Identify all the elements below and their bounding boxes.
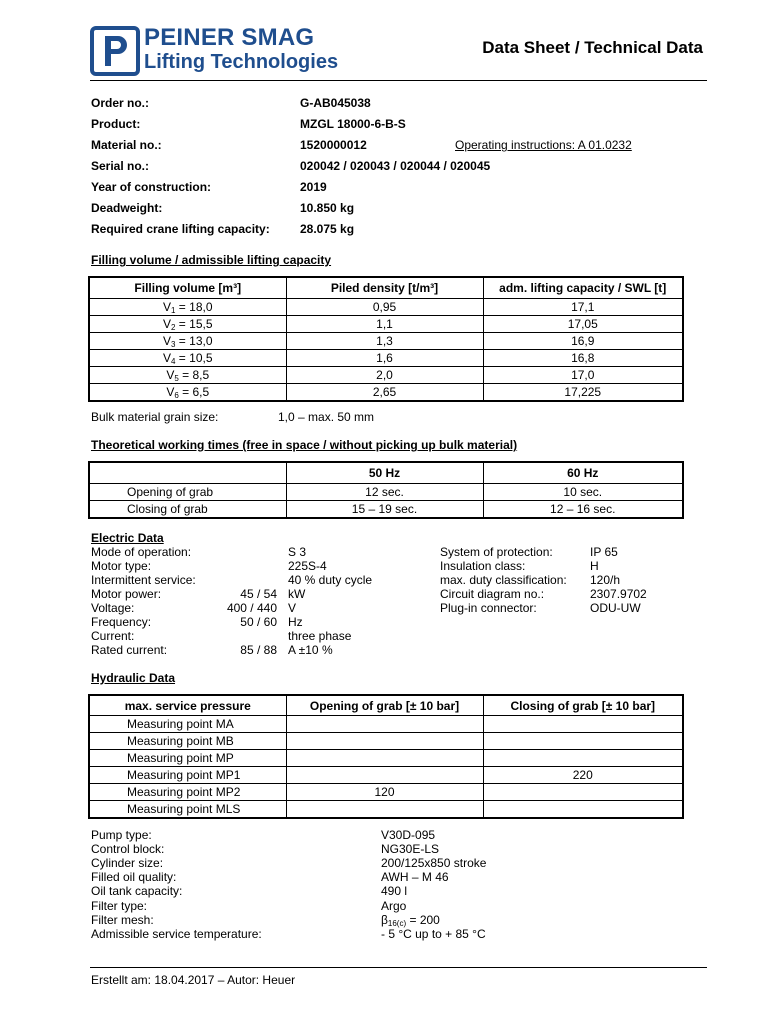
electric-row — [440, 545, 680, 559]
electric-row — [91, 587, 361, 601]
info-label: Serial no.: — [91, 159, 150, 173]
spec-value — [381, 913, 440, 927]
electric-label: Motor power: — [91, 587, 162, 601]
volume-value: 8,5 — [192, 368, 210, 382]
hyd-header-opening: Opening of grab [± 10 bar] — [286, 695, 483, 716]
density-cell: 2,65 — [286, 384, 483, 402]
times-header-blank — [89, 462, 286, 484]
filling-volume-cell — [89, 333, 286, 350]
volume-value: 13,0 — [189, 334, 213, 348]
footer-rule — [90, 967, 707, 968]
info-label: Year of construction: — [91, 180, 212, 194]
info-value: 2019 — [300, 180, 327, 194]
info-label: Material no.: — [91, 138, 162, 152]
grain-size-label: Bulk material grain size: — [91, 410, 219, 424]
table-row — [89, 484, 683, 501]
equals-sign: = — [175, 317, 190, 331]
table-row — [89, 784, 683, 801]
electric-value: S 3 — [288, 545, 307, 559]
electric-number: 85 / 88 — [240, 643, 277, 657]
swl-cell: 16,8 — [483, 350, 683, 367]
filling-volume-cell — [89, 350, 286, 367]
volume-value: 6,5 — [192, 385, 210, 399]
spec-value: Argo — [381, 898, 407, 913]
time-60hz-cell: 12 – 16 sec. — [483, 501, 683, 519]
info-value: G-AB045038 — [300, 96, 371, 110]
hydraulic-spec-row — [91, 899, 551, 913]
hydraulic-spec-row — [91, 884, 551, 898]
header-rule — [90, 80, 707, 81]
spec-value: 200/125x850 stroke — [381, 856, 487, 871]
electric-section-title: Electric Data — [91, 531, 164, 545]
volume-index: 1 — [171, 306, 176, 315]
equals-sign: = — [178, 368, 193, 382]
measuring-point-cell: Measuring point MLS — [89, 801, 286, 819]
company-logo — [90, 24, 339, 76]
spec-value: - 5 °C up to + 85 °C — [381, 926, 486, 941]
equals-sign: = — [175, 334, 190, 348]
filling-section-title: Filling volume / admissible lifting capacity — [91, 253, 332, 267]
electric-label: Rated current: — [91, 643, 168, 657]
electric-label: Motor type: — [91, 559, 152, 573]
time-60hz-cell: 10 sec. — [483, 484, 683, 501]
info-value: MZGL 18000-6-B-S — [300, 117, 406, 131]
closing-pressure-cell: 220 — [483, 767, 683, 784]
volume-index: 2 — [171, 323, 176, 332]
table-row — [89, 316, 683, 333]
density-cell: 2,0 — [286, 367, 483, 384]
operation-label: Opening of grab — [89, 484, 286, 501]
working-times-table — [88, 461, 684, 519]
table-row — [89, 350, 683, 367]
opening-pressure-cell: 120 — [286, 784, 483, 801]
volume-symbol: V — [162, 351, 171, 365]
times-header-60hz: 60 Hz — [483, 462, 683, 484]
volume-index: 5 — [174, 374, 179, 383]
volume-value: 15,5 — [189, 317, 213, 331]
volume-symbol: V — [166, 385, 175, 399]
swl-cell: 16,9 — [483, 333, 683, 350]
operating-instructions-link[interactable]: Operating instructions: A 01.0232 — [455, 138, 632, 152]
info-row — [91, 96, 711, 112]
spec-label: Filled oil quality: — [91, 870, 177, 885]
filling-volume-cell — [89, 299, 286, 316]
filling-volume-cell — [89, 384, 286, 402]
info-value: 020042 / 020043 / 020044 / 020045 — [300, 159, 491, 173]
volume-index: 3 — [171, 340, 176, 349]
measuring-point-cell: Measuring point MA — [89, 716, 286, 733]
working-times-title: Theoretical working times (free in space / without picking up bulk material) — [91, 438, 518, 452]
operation-label: Closing of grab — [89, 501, 286, 519]
logo-p-icon — [90, 26, 140, 76]
filling-volume-cell — [89, 316, 286, 333]
table-row — [89, 750, 683, 767]
electric-value: three phase — [288, 629, 352, 643]
electric-value: 225S-4 — [288, 559, 327, 573]
measuring-point-cell: Measuring point MB — [89, 733, 286, 750]
info-row — [91, 138, 711, 154]
density-cell: 1,3 — [286, 333, 483, 350]
footer-text: Erstellt am: 18.04.2017 – Autor: Heuer — [91, 973, 296, 987]
volume-symbol: V — [166, 368, 175, 382]
equals-sign: = — [178, 385, 193, 399]
closing-pressure-cell — [483, 784, 683, 801]
info-label: Deadweight: — [91, 201, 163, 215]
closing-pressure-cell — [483, 716, 683, 733]
electric-value: 40 % duty cycle — [288, 573, 373, 587]
swl-cell: 17,1 — [483, 299, 683, 316]
hyd-header-closing: Closing of grab [± 10 bar] — [483, 695, 683, 716]
opening-pressure-cell — [286, 767, 483, 784]
electric-label: Frequency: — [91, 615, 152, 629]
spec-value: AWH – M 46 — [381, 870, 449, 885]
volume-symbol: V — [162, 300, 171, 314]
spec-value: V30D-095 — [381, 828, 436, 842]
beta-symbol: β — [381, 912, 388, 927]
filling-table — [88, 276, 684, 402]
table-row — [89, 367, 683, 384]
time-50hz-cell: 15 – 19 sec. — [286, 501, 483, 519]
electric-row — [440, 573, 680, 587]
info-label: Required crane lifting capacity: — [91, 222, 270, 236]
document-title: Data Sheet / Technical Data — [482, 38, 703, 57]
hydraulic-spec-row — [91, 913, 551, 927]
swl-cell: 17,0 — [483, 367, 683, 384]
spec-label: Filter type: — [91, 898, 148, 913]
measuring-point-cell: Measuring point MP2 — [89, 784, 286, 801]
hydraulic-spec-row — [91, 927, 551, 941]
swl-cell: 17,225 — [483, 384, 683, 402]
electric-value: ODU-UW — [590, 601, 641, 615]
info-row — [91, 159, 711, 175]
table-row — [89, 384, 683, 402]
electric-row — [91, 629, 361, 643]
measuring-point-cell: Measuring point MP — [89, 750, 286, 767]
volume-symbol: V — [162, 317, 171, 331]
electric-row — [91, 545, 361, 559]
filling-header-swl: adm. lifting capacity / SWL [t] — [483, 277, 683, 299]
info-label: Order no.: — [91, 96, 150, 110]
electric-value: 2307.9702 — [590, 587, 647, 601]
table-row — [89, 501, 683, 519]
spec-value: NG30E-LS — [381, 842, 440, 857]
spec-label: Cylinder size: — [91, 856, 164, 871]
spec-label: Pump type: — [91, 828, 152, 842]
electric-value: V — [288, 601, 297, 615]
opening-pressure-cell — [286, 716, 483, 733]
table-row — [89, 733, 683, 750]
swl-cell: 17,05 — [483, 316, 683, 333]
info-label: Product: — [91, 117, 141, 131]
volume-index: 4 — [171, 357, 176, 366]
electric-value: 120/h — [590, 573, 621, 587]
volume-value: 10,5 — [189, 351, 213, 365]
info-value: 1520000012 — [300, 138, 367, 152]
electric-row — [91, 601, 361, 615]
electric-label: Insulation class: — [440, 559, 526, 573]
electric-value: A ±10 % — [288, 643, 333, 657]
electric-label: Circuit diagram no.: — [440, 587, 545, 601]
opening-pressure-cell — [286, 733, 483, 750]
hydraulic-section-title: Hydraulic Data — [91, 671, 176, 685]
company-name: PEINER SMAG — [144, 24, 315, 51]
electric-value: IP 65 — [590, 545, 618, 559]
info-row — [91, 180, 711, 196]
electric-label: Mode of operation: — [91, 545, 192, 559]
hydraulic-spec-row — [91, 828, 551, 842]
grain-size-value: 1,0 – max. 50 mm — [278, 410, 375, 424]
time-50hz-cell: 12 sec. — [286, 484, 483, 501]
closing-pressure-cell — [483, 733, 683, 750]
electric-label: max. duty classification: — [440, 573, 567, 587]
electric-label: Plug-in connector: — [440, 601, 537, 615]
volume-index: 6 — [174, 391, 179, 400]
electric-row — [440, 559, 680, 573]
spec-label: Admissible service temperature: — [91, 926, 262, 941]
company-tagline: Lifting Technologies — [144, 51, 339, 73]
electric-number: 400 / 440 — [226, 601, 277, 615]
equals-sign: = — [175, 351, 190, 365]
equals-sign: = — [175, 300, 190, 314]
table-row — [89, 299, 683, 316]
electric-row — [91, 615, 361, 629]
electric-row — [91, 643, 361, 657]
table-row — [89, 716, 683, 733]
volume-value: 18,0 — [189, 300, 213, 314]
info-value: 10.850 kg — [300, 201, 355, 215]
electric-label: Intermittent service: — [91, 573, 196, 587]
opening-pressure-cell — [286, 801, 483, 819]
density-cell: 0,95 — [286, 299, 483, 316]
info-row — [91, 201, 711, 217]
hydraulic-table — [88, 694, 684, 819]
spec-label: Oil tank capacity: — [91, 884, 183, 899]
electric-number: 50 / 60 — [240, 615, 277, 629]
table-row — [89, 333, 683, 350]
electric-row — [91, 573, 373, 587]
beta-subscript: 16(c) — [387, 918, 407, 928]
filling-header-density: Piled density [t/m³] — [286, 277, 483, 299]
table-row — [89, 801, 683, 819]
hydraulic-spec-row — [91, 842, 551, 856]
measuring-point-cell: Measuring point MP1 — [89, 767, 286, 784]
electric-row — [440, 587, 680, 601]
volume-symbol: V — [162, 334, 171, 348]
electric-row — [91, 559, 361, 573]
hydraulic-spec-row — [91, 856, 551, 870]
density-cell: 1,6 — [286, 350, 483, 367]
table-row — [89, 767, 683, 784]
electric-value: Hz — [288, 615, 303, 629]
closing-pressure-cell — [483, 750, 683, 767]
opening-pressure-cell — [286, 750, 483, 767]
spec-label: Control block: — [91, 842, 165, 857]
spec-label: Filter mesh: — [91, 912, 154, 927]
hydraulic-spec-row — [91, 870, 551, 884]
electric-number: 45 / 54 — [240, 587, 277, 601]
filling-volume-cell — [89, 367, 286, 384]
density-cell: 1,1 — [286, 316, 483, 333]
electric-value: kW — [288, 587, 306, 601]
electric-value: H — [590, 559, 599, 573]
electric-label: Current: — [91, 629, 135, 643]
info-value: 28.075 kg — [300, 222, 355, 236]
electric-label: System of protection: — [440, 545, 553, 559]
closing-pressure-cell — [483, 801, 683, 819]
info-row — [91, 222, 711, 238]
spec-value: 490 l — [381, 884, 408, 899]
filling-header-volume: Filling volume [m³] — [89, 277, 286, 299]
filter-mesh-value: = 200 — [406, 912, 440, 927]
times-header-50hz: 50 Hz — [286, 462, 483, 484]
electric-row — [440, 601, 680, 615]
info-row — [91, 117, 711, 133]
electric-label: Voltage: — [91, 601, 135, 615]
hyd-header-pressure: max. service pressure — [89, 695, 286, 716]
